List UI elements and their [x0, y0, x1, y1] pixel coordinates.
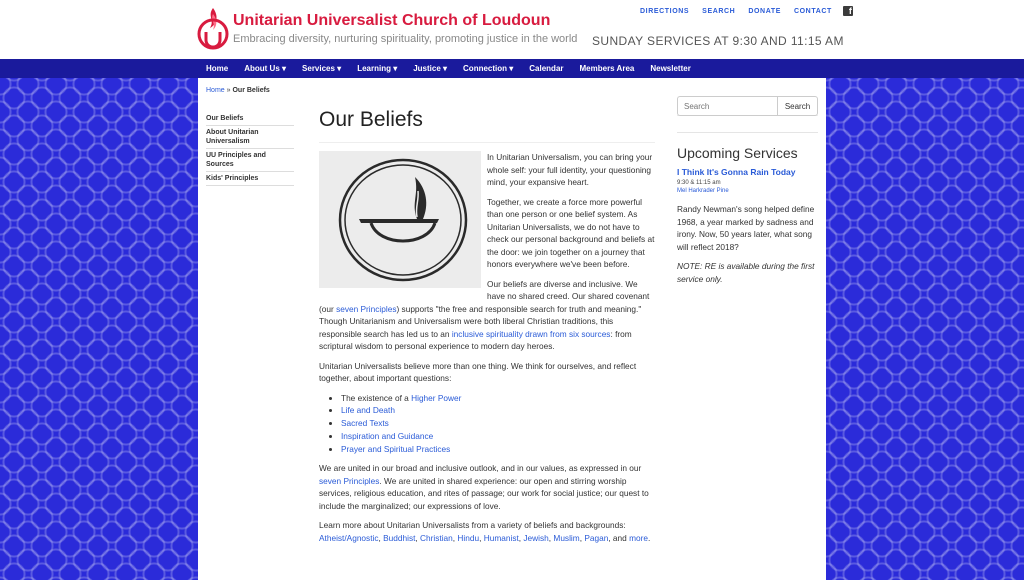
- main-article: [319, 108, 655, 551]
- hindu-link[interactable]: Hindu: [457, 532, 480, 543]
- together-paragraph: Together, we create a force more powerful than one person or one belief system. As Unitarian Universalists, we do not have to check our personal background and beliefs at the door: we join together on a journey that honors everywhere we've been before.: [487, 196, 655, 269]
- pagan-link[interactable]: Pagan: [584, 532, 609, 543]
- text-segment: , and: [608, 532, 630, 543]
- christian-link[interactable]: Christian: [420, 532, 453, 543]
- content-area: [198, 78, 826, 580]
- nav-services[interactable]: Services ▾: [302, 64, 342, 73]
- list-item: [341, 404, 655, 417]
- nav-home[interactable]: Home: [206, 64, 229, 73]
- sacred-texts-link[interactable]: Sacred Texts: [341, 418, 389, 429]
- text-segment: .: [647, 532, 651, 543]
- learn-more-paragraph: Learn more about Unitarian Universalists from a variety of beliefs and backgrounds: Atheist/Agnostic, Buddhist, Christian, Hindu, Humanist, Jewish, Muslim, Pagan, and more.: [319, 520, 651, 543]
- top-link-directions[interactable]: DIRECTIONS: [640, 7, 690, 15]
- nav-justice[interactable]: Justice ▾: [413, 64, 448, 73]
- search-input[interactable]: [677, 96, 777, 116]
- text-segment: : from scriptural wisdom to personal experience to modern day heroes.: [319, 328, 632, 351]
- inspiration-guidance-link[interactable]: Inspiration and Guidance: [341, 430, 434, 441]
- nav-connection[interactable]: Connection ▾: [463, 64, 514, 73]
- site-title[interactable]: Unitarian Universalist Church of Loudoun: [233, 12, 551, 29]
- breadcrumb-separator: »: [224, 87, 233, 94]
- buddhist-link[interactable]: Buddhist: [383, 532, 416, 543]
- site-header: [0, 0, 1024, 59]
- facebook-icon[interactable]: f: [843, 6, 853, 16]
- subnav-kids-principles[interactable]: Kids' Principles: [206, 172, 294, 186]
- seven-principles-link-2[interactable]: seven Principles: [319, 475, 380, 486]
- nav-newsletter[interactable]: Newsletter: [650, 64, 691, 73]
- subnav-about-uu[interactable]: About Unitarian Universalism: [206, 126, 294, 149]
- event-description: Randy Newman's song helped define 1968, a year marked by sadness and irony. Now, 50 years later, what song will reflect 2018?: [677, 204, 815, 252]
- page-title: Our Beliefs: [319, 108, 655, 143]
- list-item: [341, 392, 655, 405]
- nav-about-us[interactable]: About Us ▾: [244, 64, 287, 73]
- subnav-principles-sources[interactable]: UU Principles and Sources: [206, 149, 294, 172]
- life-and-death-link[interactable]: Life and Death: [341, 405, 395, 416]
- event-note: NOTE: RE is available during the first service only.: [677, 261, 815, 284]
- search-button[interactable]: Search: [777, 96, 818, 116]
- more-link[interactable]: more: [629, 532, 648, 543]
- services-time: SUNDAY SERVICES AT 9:30 AND 11:15 AM: [592, 34, 844, 48]
- top-link-donate[interactable]: DONATE: [748, 7, 781, 15]
- text-segment: Our beliefs are diverse and inclusive. We have no shared creed. Our shared covenant (our: [319, 278, 650, 314]
- text-segment: ) supports "the free and responsible search for truth and meaning." Though Unitarianism and Universalism were both liberal Christian traditions, this responsible search has led us to an: [319, 303, 642, 339]
- event-time: 9:30 & 11:15 am: [677, 180, 721, 186]
- text-segment: . We are united in shared experience: our open and stirring worship services, religious education, and rites of passage; our work for social justice; our quest to include the marginalized; our expressions of love.: [319, 475, 649, 511]
- six-sources-link[interactable]: inclusive spirituality drawn from six sources: [451, 328, 611, 339]
- muslim-link[interactable]: Muslim: [553, 532, 580, 543]
- nav-members-area[interactable]: Members Area: [579, 64, 635, 73]
- list-item: [341, 417, 655, 430]
- higher-power-link[interactable]: Higher Power: [411, 392, 462, 403]
- nav-calendar[interactable]: Calendar: [529, 64, 564, 73]
- questions-paragraph: Unitarian Universalists believe more than one thing. We think for ourselves, and reflect together, about important questions:: [319, 360, 637, 383]
- beliefs-paragraph: [319, 278, 655, 353]
- text-segment: We are united in our broad and inclusive outlook, and in our values, as expressed in our: [319, 463, 642, 474]
- right-sidebar: [677, 96, 818, 285]
- section-subnav: [206, 112, 294, 186]
- intro-paragraph: In Unitarian Universalism, you can bring your whole self: your full identity, your questioning mind, your expansive heart.: [487, 152, 653, 187]
- prayer-practices-link[interactable]: Prayer and Spiritual Practices: [341, 443, 451, 454]
- breadcrumb-current: Our Beliefs: [232, 87, 270, 94]
- chalice-sculpture-image: [319, 151, 481, 288]
- list-item: [341, 430, 655, 443]
- subnav-our-beliefs[interactable]: Our Beliefs: [206, 112, 294, 126]
- seven-principles-link[interactable]: seven Principles: [336, 303, 397, 314]
- text-segment: Learn more about Unitarian Universalists from a variety of beliefs and backgrounds:: [319, 520, 626, 531]
- humanist-link[interactable]: Humanist: [483, 532, 519, 543]
- jewish-link[interactable]: Jewish: [523, 532, 549, 543]
- list-item: [341, 443, 655, 456]
- text-segment: The existence of a: [341, 392, 412, 403]
- top-link-search[interactable]: SEARCH: [702, 7, 736, 15]
- event-title-link[interactable]: I Think It's Gonna Rain Today: [677, 167, 796, 177]
- main-nav: [0, 59, 1024, 78]
- atheist-agnostic-link[interactable]: Atheist/Agnostic: [319, 532, 379, 543]
- breadcrumb: [206, 87, 270, 94]
- flaming-chalice-logo-icon[interactable]: [197, 6, 229, 50]
- search-form: [677, 96, 818, 116]
- site-tagline: Embracing diversity, nurturing spirituality, promoting justice in the world: [233, 33, 578, 45]
- united-paragraph: [319, 462, 655, 512]
- nav-learning[interactable]: Learning ▾: [357, 64, 398, 73]
- top-links: [640, 6, 853, 16]
- questions-list: [341, 392, 655, 456]
- sidebar-divider: [677, 132, 818, 133]
- top-link-contact[interactable]: CONTACT: [793, 7, 832, 15]
- chalice-sculpture-icon: [319, 151, 481, 288]
- upcoming-services-heading: Upcoming Services: [677, 145, 798, 161]
- breadcrumb-home[interactable]: Home: [206, 87, 225, 94]
- event-speaker-link[interactable]: Mel Harkrader Pine: [677, 188, 729, 194]
